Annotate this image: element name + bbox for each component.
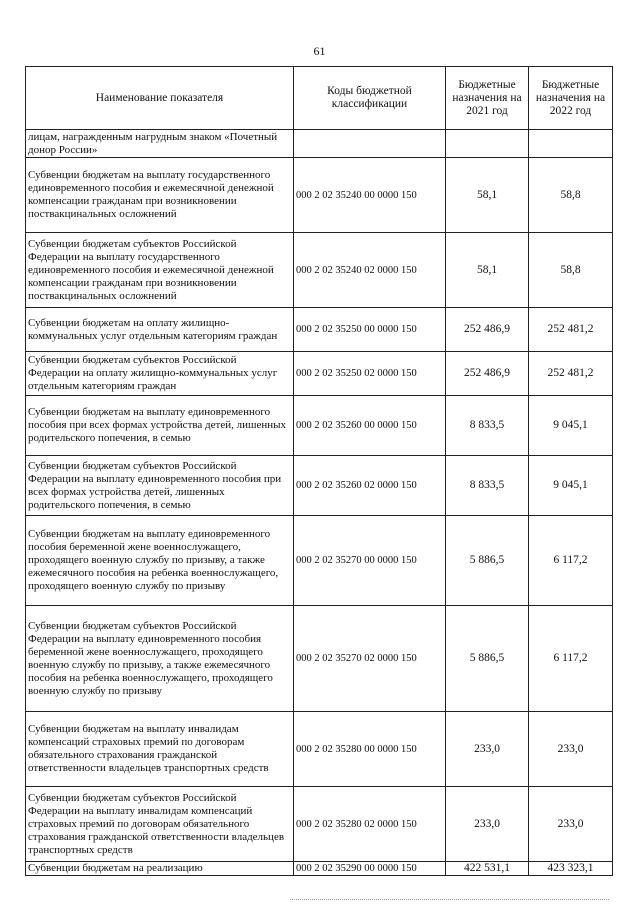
row-code: 000 2 02 35280 00 0000 150 (294, 712, 446, 787)
row-name: лицам, награжденным нагрудным знаком «Почетный донор России» (26, 130, 294, 158)
table-row (26, 308, 613, 352)
table-header-row (26, 67, 613, 130)
row-name: Субвенции бюджетам на выплату инвалидам компенсаций страховых премий по договорам обязательного страхования гражданской ответственности владельцев транспортных средств (26, 712, 294, 787)
row-value-2021: 233,0 (446, 712, 529, 787)
page-number: 61 (313, 44, 326, 58)
row-value-2021: 422 531,1 (446, 862, 529, 876)
row-value-2022: 6 117,2 (529, 516, 613, 606)
row-code: 000 2 02 35240 00 0000 150 (294, 158, 446, 233)
row-name: Субвенции бюджетам субъектов Российской Федерации на выплату единовременного пособия при всех формах устройства детей, лишенных родительского попечения, в семью (26, 456, 294, 516)
row-name: Субвенции бюджетам субъектов Российской Федерации на выплату инвалидам компенсаций страховых премий по договорам обязательного страхования гражданской ответственности владельцев транспортных средств (26, 787, 294, 862)
row-value-2022: 6 117,2 (529, 606, 613, 712)
row-code: 000 2 02 35260 02 0000 150 (294, 456, 446, 516)
row-value-2021: 5 886,5 (446, 516, 529, 606)
row-code: 000 2 02 35260 00 0000 150 (294, 396, 446, 456)
row-value-2022: 58,8 (529, 233, 613, 308)
row-name: Субвенции бюджетам на выплату единовременного пособия при всех формах устройства детей, лишенных родительского попечения, в семью (26, 396, 294, 456)
budget-table (25, 66, 613, 876)
row-value-2021: 8 833,5 (446, 456, 529, 516)
header-code: Коды бюджетной классификации (294, 67, 446, 130)
row-value-2021: 252 486,9 (446, 308, 529, 352)
row-name: Субвенции бюджетам субъектов Российской Федерации на выплату единовременного пособия беременной жене военнослужащего, проходящего военную службу по призыву, а также ежемесячного пособия на ребенка военнослужащего, проходящего военную службу по призыву (26, 606, 294, 712)
row-code: 000 2 02 35250 00 0000 150 (294, 308, 446, 352)
row-value-2021: 8 833,5 (446, 396, 529, 456)
row-code: 000 2 02 35270 00 0000 150 (294, 516, 446, 606)
row-value-2022: 423 323,1 (529, 862, 613, 876)
table-row (26, 516, 613, 606)
row-code: 000 2 02 35270 02 0000 150 (294, 606, 446, 712)
row-value-2022: 58,8 (529, 158, 613, 233)
row-code: 000 2 02 35280 02 0000 150 (294, 787, 446, 862)
row-name: Субвенции бюджетам на оплату жилищно-коммунальных услуг отдельным категориям граждан (26, 308, 294, 352)
row-name: Субвенции бюджетам субъектов Российской Федерации на выплату государственного единовременного пособия и ежемесячной денежной компенсации гражданам при возникновении поствакцинальных осложнений (26, 233, 294, 308)
row-value-2021 (446, 130, 529, 158)
table-row (26, 130, 613, 158)
row-code: 000 2 02 35240 02 0000 150 (294, 233, 446, 308)
row-code: 000 2 02 35290 00 0000 150 (294, 862, 446, 876)
table-row (26, 862, 613, 876)
row-name: Субвенции бюджетам субъектов Российской Федерации на оплату жилищно-коммунальных услуг отдельным категориям граждан (26, 352, 294, 396)
row-value-2022: 233,0 (529, 787, 613, 862)
table-row (26, 712, 613, 787)
table-row (26, 233, 613, 308)
row-name: Субвенции бюджетам на выплату единовременного пособия беременной жене военнослужащего, проходящего военную службу по призыву, а также ежемесячного пособия на ребенка военнослужащего, проходящего военную службу по призыву (26, 516, 294, 606)
row-value-2022: 9 045,1 (529, 456, 613, 516)
row-value-2022: 252 481,2 (529, 308, 613, 352)
row-code (294, 130, 446, 158)
table-row (26, 787, 613, 862)
header-name: Наименование показателя (26, 67, 294, 130)
table-row (26, 158, 613, 233)
table-row (26, 456, 613, 516)
row-value-2021: 252 486,9 (446, 352, 529, 396)
table-row (26, 396, 613, 456)
row-value-2022: 9 045,1 (529, 396, 613, 456)
row-value-2022: 233,0 (529, 712, 613, 787)
table-row (26, 606, 613, 712)
row-value-2021: 233,0 (446, 787, 529, 862)
header-2022: Бюджетные назначения на 2022 год (529, 67, 613, 130)
row-value-2021: 58,1 (446, 233, 529, 308)
row-value-2021: 58,1 (446, 158, 529, 233)
row-value-2022: 252 481,2 (529, 352, 613, 396)
row-value-2021: 5 886,5 (446, 606, 529, 712)
row-name: Субвенции бюджетам на выплату государственного единовременного пособия и ежемесячной денежной компенсации гражданам при возникновении поствакцинальных осложнений (26, 158, 294, 233)
row-value-2022 (529, 130, 613, 158)
row-code: 000 2 02 35250 02 0000 150 (294, 352, 446, 396)
header-2021: Бюджетные назначения на 2021 год (446, 67, 529, 130)
table-row (26, 352, 613, 396)
page-bottom-divider (290, 899, 609, 900)
row-name: Субвенции бюджетам на реализацию (26, 862, 294, 876)
